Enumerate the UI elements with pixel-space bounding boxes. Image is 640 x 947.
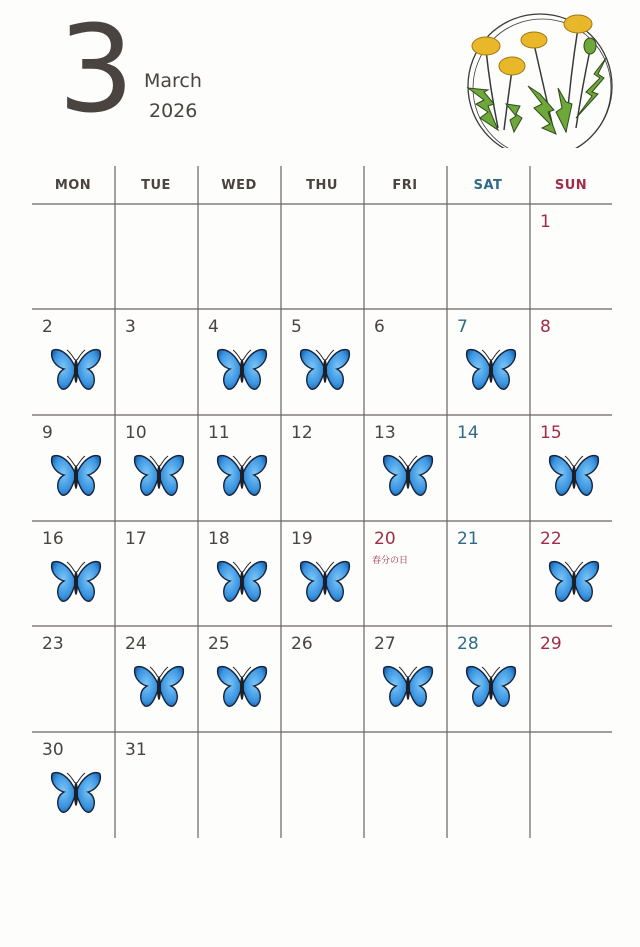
weekday-header-thu: THU bbox=[306, 177, 338, 193]
day-cell[interactable] bbox=[115, 732, 198, 838]
day-number: 2 bbox=[42, 317, 53, 337]
day-number: 15 bbox=[540, 423, 562, 443]
day-number: 5 bbox=[291, 317, 302, 337]
butterfly-icon bbox=[216, 453, 268, 499]
day-cell[interactable] bbox=[281, 415, 364, 521]
weekday-header-tue: TUE bbox=[141, 177, 171, 193]
butterfly-icon bbox=[50, 453, 102, 499]
day-number: 27 bbox=[374, 634, 396, 654]
month-number: 3 bbox=[58, 1, 133, 140]
day-number: 23 bbox=[42, 634, 64, 654]
dandelion-icon bbox=[458, 8, 618, 148]
day-number: 18 bbox=[208, 529, 230, 549]
day-number: 9 bbox=[42, 423, 53, 443]
day-cell[interactable] bbox=[364, 415, 447, 521]
weekday-header-sat: SAT bbox=[473, 177, 503, 193]
butterfly-icon bbox=[50, 770, 102, 816]
butterfly-icon bbox=[299, 559, 351, 605]
day-cell[interactable] bbox=[281, 626, 364, 732]
day-cell[interactable] bbox=[530, 521, 613, 627]
butterfly-icon bbox=[216, 347, 268, 393]
day-cell[interactable] bbox=[447, 626, 530, 732]
month-name: March bbox=[144, 70, 202, 92]
day-number: 7 bbox=[457, 317, 468, 337]
butterfly-icon bbox=[133, 453, 185, 499]
day-cell[interactable] bbox=[115, 626, 198, 732]
day-number: 6 bbox=[374, 317, 385, 337]
day-number: 17 bbox=[125, 529, 147, 549]
butterfly-icon bbox=[216, 664, 268, 710]
day-cell[interactable] bbox=[198, 626, 281, 732]
day-cell[interactable] bbox=[115, 521, 198, 627]
butterfly-icon bbox=[216, 559, 268, 605]
day-number: 19 bbox=[291, 529, 313, 549]
day-cell[interactable] bbox=[32, 732, 115, 838]
day-cell[interactable] bbox=[530, 309, 613, 415]
day-number: 25 bbox=[208, 634, 230, 654]
butterfly-icon bbox=[548, 453, 600, 499]
day-number: 22 bbox=[540, 529, 562, 549]
day-number: 4 bbox=[208, 317, 219, 337]
weekday-header-wed: WED bbox=[221, 177, 257, 193]
year: 2026 bbox=[149, 100, 198, 122]
butterfly-icon bbox=[465, 664, 517, 710]
butterfly-icon bbox=[133, 664, 185, 710]
day-cell[interactable] bbox=[32, 626, 115, 732]
weekday-header-sun: SUN bbox=[554, 177, 588, 193]
day-cell[interactable] bbox=[447, 309, 530, 415]
day-number: 14 bbox=[457, 423, 479, 443]
day-number: 28 bbox=[457, 634, 479, 654]
day-cell[interactable] bbox=[530, 415, 613, 521]
holiday-label: 春分の日 bbox=[372, 556, 409, 566]
day-cell[interactable] bbox=[364, 626, 447, 732]
day-cell[interactable] bbox=[32, 309, 115, 415]
butterfly-icon bbox=[548, 559, 600, 605]
butterfly-icon bbox=[50, 347, 102, 393]
day-cell[interactable] bbox=[198, 521, 281, 627]
day-number: 26 bbox=[291, 634, 313, 654]
butterfly-icon bbox=[299, 347, 351, 393]
butterfly-icon bbox=[382, 453, 434, 499]
weekday-header-mon: MON bbox=[54, 177, 92, 193]
day-cell[interactable] bbox=[32, 521, 115, 627]
day-cell[interactable] bbox=[364, 521, 447, 627]
weekday-header-fri: FRI bbox=[392, 177, 418, 193]
day-cell[interactable] bbox=[447, 415, 530, 521]
day-cell[interactable] bbox=[364, 309, 447, 415]
butterfly-icon bbox=[465, 347, 517, 393]
day-cell[interactable] bbox=[198, 309, 281, 415]
calendar-grid bbox=[32, 166, 612, 838]
day-cell[interactable] bbox=[530, 204, 613, 310]
day-number: 3 bbox=[125, 317, 136, 337]
day-cell[interactable] bbox=[32, 415, 115, 521]
day-number: 29 bbox=[540, 634, 562, 654]
butterfly-icon bbox=[382, 664, 434, 710]
day-number: 13 bbox=[374, 423, 396, 443]
day-number: 10 bbox=[125, 423, 147, 443]
day-cell[interactable] bbox=[530, 626, 613, 732]
day-number: 1 bbox=[540, 212, 551, 232]
day-number: 8 bbox=[540, 317, 551, 337]
day-number: 12 bbox=[291, 423, 313, 443]
day-number: 21 bbox=[457, 529, 479, 549]
day-number: 20 bbox=[374, 529, 396, 549]
day-number: 16 bbox=[42, 529, 64, 549]
day-cell[interactable] bbox=[115, 309, 198, 415]
day-number: 30 bbox=[42, 740, 64, 760]
butterfly-icon bbox=[50, 559, 102, 605]
day-number: 31 bbox=[125, 740, 147, 760]
day-cell[interactable] bbox=[281, 521, 364, 627]
day-cell[interactable] bbox=[198, 415, 281, 521]
day-number: 24 bbox=[125, 634, 147, 654]
day-cell[interactable] bbox=[115, 415, 198, 521]
day-number: 11 bbox=[208, 423, 230, 443]
day-cell[interactable] bbox=[281, 309, 364, 415]
day-cell[interactable] bbox=[447, 521, 530, 627]
